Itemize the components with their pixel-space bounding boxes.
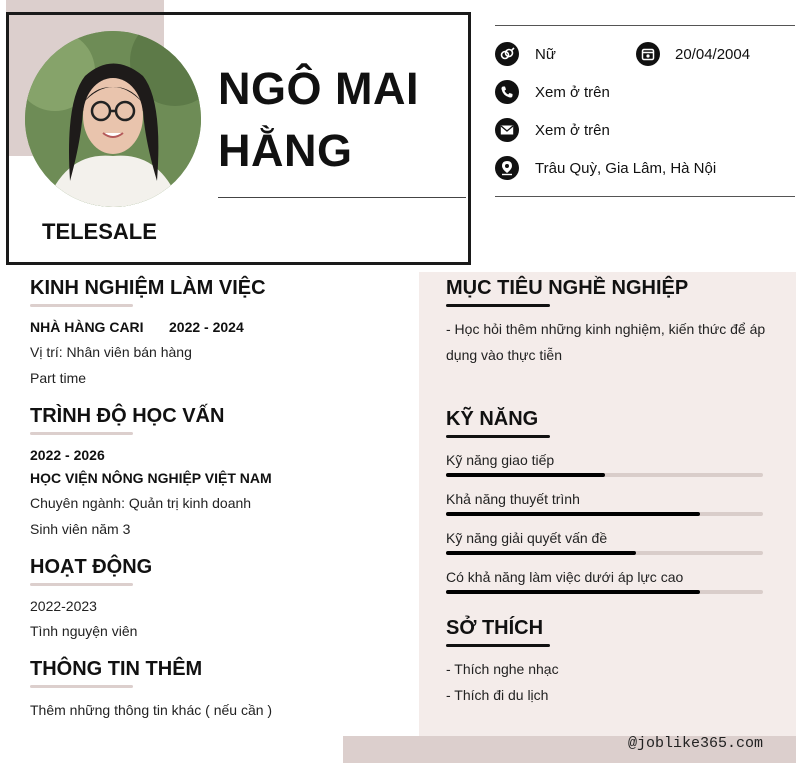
profile-photo [25,31,201,207]
activities-underline [30,583,133,586]
hobby-item-2: - Thích đi du lịch [446,687,549,703]
skill-fill-2 [446,512,700,516]
phone-value: Xem ở trên [535,84,610,101]
objective-title: MỤC TIÊU NGHỀ NGHIỆP [446,277,689,299]
skill-bar-2 [446,512,763,516]
objective-line-1: - Học hỏi thêm những kinh nghiệm, kiến thức để áp [446,321,766,337]
job-title: TELESALE [42,219,157,244]
gender-value: Nữ [535,46,556,63]
location-pin-icon [495,156,519,180]
experience-company: NHÀ HÀNG CARI [30,319,144,335]
skill-bar-3 [446,551,763,555]
calendar-icon [636,42,660,66]
name-line-1: NGÔ MAI [218,63,419,114]
activities-period: 2022-2023 [30,598,97,614]
address-value: Trâu Quỳ, Gia Lâm, Hà Nội [535,160,717,177]
email-icon [495,118,519,142]
skill-label-2: Khả năng thuyết trình [446,491,580,507]
email-value: Xem ở trên [535,122,610,139]
birthday-value: 20/04/2004 [675,46,751,63]
education-year: Sinh viên năm 3 [30,521,131,537]
skill-fill-4 [446,590,700,594]
contact-divider-top [495,25,795,26]
skill-bar-4 [446,590,763,594]
experience-underline [30,304,133,307]
name-line-2: HẰNG [218,125,353,176]
skill-label-3: Kỹ năng giải quyết vấn đề [446,530,608,546]
contact-divider-bottom [495,196,795,197]
skill-label-1: Kỹ năng giao tiếp [446,452,555,468]
skills-underline [446,435,550,438]
activities-title: HOẠT ĐỘNG [30,556,153,578]
gender-icon [495,42,519,66]
experience-period: 2022 - 2024 [169,319,244,335]
phone-icon [495,80,519,104]
experience-title: KINH NGHIỆM LÀM VIỆC [30,277,266,299]
name-divider [218,197,466,198]
activities-role: Tình nguyện viên [30,623,138,639]
education-major: Chuyên ngành: Quản trị kinh doanh [30,495,252,511]
experience-position: Vị trí: Nhân viên bán hàng [30,344,192,360]
more-info-title: THÔNG TIN THÊM [30,658,203,680]
objective-line-2: dụng vào thực tiễn [446,347,563,363]
education-underline [30,432,133,435]
watermark: @joblike365.com [628,735,764,752]
education-title: TRÌNH ĐỘ HỌC VẤN [30,405,225,427]
education-school: HỌC VIỆN NÔNG NGHIỆP VIỆT NAM [30,470,272,486]
skill-fill-3 [446,551,636,555]
skill-label-4: Có khả năng làm việc dưới áp lực cao [446,569,684,585]
skill-fill-1 [446,473,605,477]
full-name [218,58,419,182]
hobby-item-1: - Thích nghe nhạc [446,661,559,677]
more-info-underline [30,685,133,688]
hobbies-title: SỞ THÍCH [446,617,544,639]
objective-underline [446,304,550,307]
skills-title: KỸ NĂNG [446,408,539,430]
more-info-text: Thêm những thông tin khác ( nếu cần ) [30,702,273,718]
skill-bar-1 [446,473,763,477]
experience-type: Part time [30,370,87,386]
hobbies-underline [446,644,550,647]
education-period: 2022 - 2026 [30,447,105,463]
